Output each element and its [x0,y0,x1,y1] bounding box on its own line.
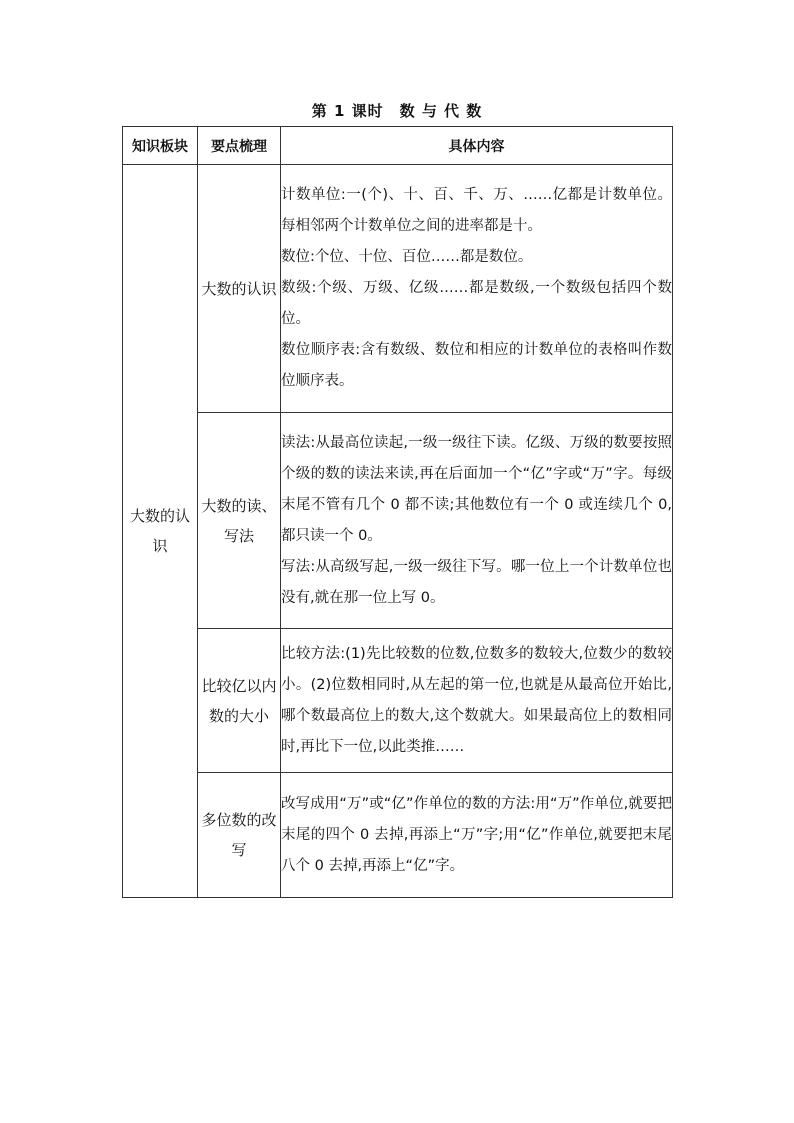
content-paragraph: 写法:从高级写起,一级一级往下写。哪一位上一个计数单位也没有,就在那一位上写 0。 [281,558,672,606]
key-point-cell: 多位数的改写 [198,773,281,898]
content-paragraph: 数级:个级、万级、亿级……都是数级,一个数级包括四个数位。 [281,280,672,327]
content-cell [281,165,673,413]
content-cell [281,629,673,773]
content-paragraph: 读法:从最高位读起,一级一级往下读。亿级、万级的数要按照个级的数的读法来读,再在后面加一个“亿”字或“万”字。每级末尾不管有几个 0 都不读;其他数位有一个 0 或连续几个 0,都只读一个 0。 [281,434,672,544]
table-row [123,629,673,773]
content-paragraph: 数位:个位、十位、百位……都是数位。 [281,249,533,265]
table-row [123,413,673,629]
key-point-cell: 比较亿以内数的大小 [198,629,281,773]
header-key-points: 要点梳理 [198,127,281,165]
page-title: 第 1 课时 数 与 代 数 [311,102,483,120]
content-cell [281,773,673,898]
table-row [123,773,673,898]
knowledge-table [122,126,673,898]
content-cell [281,413,673,629]
header-knowledge-block: 知识板块 [123,127,198,165]
content-paragraph: 比较方法:(1)先比较数的位数,位数多的数较大,位数少的数较小。(2)位数相同时,从左起的第一位,也就是从最高位开始比,哪个数最高位上的数大,这个数就大。如果最高位上的数相同时,再比下一位,以此类推…… [281,645,672,755]
header-specific-content: 具体内容 [281,127,673,165]
knowledge-block-cell: 大数的认识 [123,165,198,898]
table-row [123,165,673,413]
content-paragraph: 数位顺序表:含有数级、数位和相应的计数单位的表格叫作数位顺序表。 [281,342,672,389]
content-paragraph: 改写成用“万”或“亿”作单位的数的方法:用“万”作单位,就要把末尾的四个 0 去掉,再添上“万”字;用“亿”作单位,就要把末尾八个 0 去掉,再添上“亿”字。 [281,795,672,874]
table-header-row [123,127,673,165]
key-point-cell: 大数的认识 [198,165,281,413]
content-paragraph: 计数单位:一(个)、十、百、千、万、……亿都是计数单位。每相邻两个计数单位之间的进率都是十。 [281,187,672,234]
key-point-cell: 大数的读、写法 [198,413,281,629]
